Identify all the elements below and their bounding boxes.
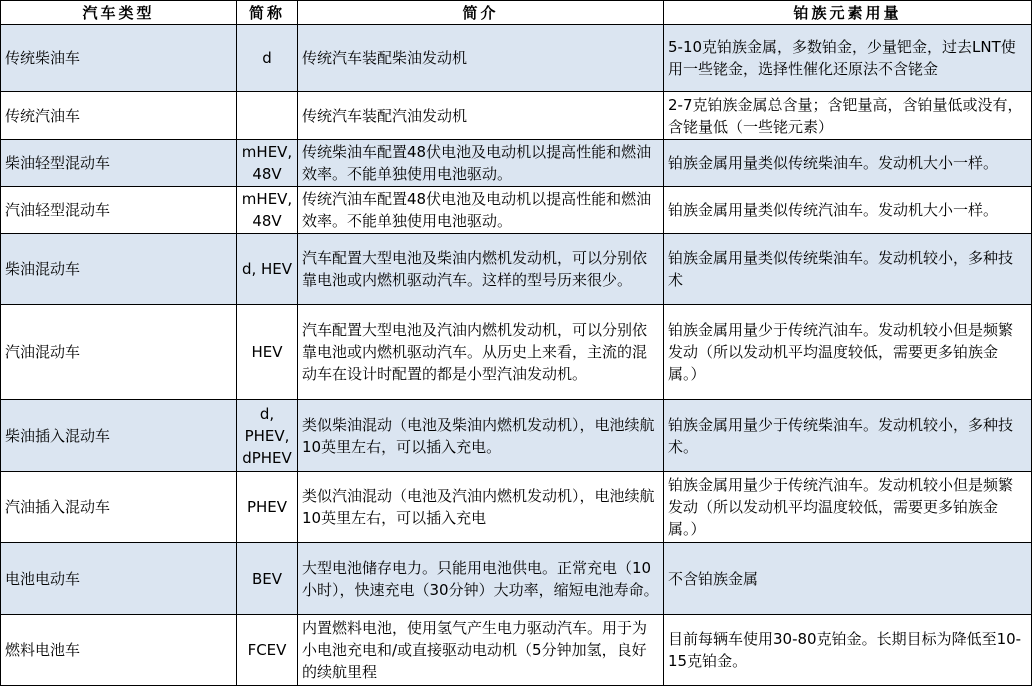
cell-intro: 内置燃料电池，使用氢气产生电力驱动汽车。用于为小电池充电和/或直接驱动电动机（5分钟加氢，良好的续航里程 (298, 615, 664, 686)
table-row (1, 234, 1032, 305)
table-header-row (1, 1, 1032, 25)
cell-abbr: PHEV (237, 472, 298, 543)
table-row (1, 472, 1032, 543)
cell-pgm-usage: 铂族金属用量类似传统柴油车。发动机大小一样。 (664, 140, 1032, 187)
cell-vehicle-type: 传统汽油车 (1, 92, 237, 140)
cell-vehicle-type: 柴油混动车 (1, 234, 237, 305)
cell-vehicle-type: 传统柴油车 (1, 25, 237, 92)
cell-pgm-usage: 不含铂族金属 (664, 543, 1032, 615)
table-row (1, 615, 1032, 686)
table-row (1, 25, 1032, 92)
cell-pgm-usage: 铂族金属用量少于传统汽油车。发动机较小但是频繁发动（所以发动机平均温度较低，需要更多铂族金属。） (664, 305, 1032, 400)
cell-abbr: d, PHEV, dPHEV (237, 400, 298, 472)
cell-vehicle-type: 燃料电池车 (1, 615, 237, 686)
cell-abbr: d (237, 25, 298, 92)
cell-vehicle-type: 电池电动车 (1, 543, 237, 615)
cell-abbr (237, 92, 298, 140)
header-intro: 简介 (298, 1, 664, 25)
table-row (1, 400, 1032, 472)
cell-pgm-usage: 2-7克铂族金属总含量；含钯量高，含铂量低或没有，含铑量低（一些铑元素） (664, 92, 1032, 140)
cell-abbr: BEV (237, 543, 298, 615)
cell-abbr: HEV (237, 305, 298, 400)
cell-vehicle-type: 柴油轻型混动车 (1, 140, 237, 187)
cell-intro: 传统汽油车配置48伏电池及电动机以提高性能和燃油效率。不能单独使用电池驱动。 (298, 187, 664, 234)
cell-intro: 传统汽车装配柴油发动机 (298, 25, 664, 92)
cell-vehicle-type: 柴油插入混动车 (1, 400, 237, 472)
cell-intro: 大型电池储存电力。只能用电池供电。正常充电（10小时），快速充电（30分钟）大功率，缩短电池寿命。 (298, 543, 664, 615)
cell-pgm-usage: 铂族金属用量类似传统汽油车。发动机大小一样。 (664, 187, 1032, 234)
cell-vehicle-type: 汽油混动车 (1, 305, 237, 400)
header-pgm-usage: 铂族元素用量 (664, 1, 1032, 25)
cell-intro: 传统柴油车配置48伏电池及电动机以提高性能和燃油效率。不能单独使用电池驱动。 (298, 140, 664, 187)
table-row (1, 140, 1032, 187)
cell-abbr: mHEV, 48V (237, 187, 298, 234)
table-row (1, 92, 1032, 140)
cell-pgm-usage: 目前每辆车使用30-80克铂金。长期目标为降低至10-15克铂金。 (664, 615, 1032, 686)
cell-pgm-usage: 铂族金属用量类似传统柴油车。发动机较小，多种技术 (664, 234, 1032, 305)
header-vehicle-type: 汽车类型 (1, 1, 237, 25)
cell-pgm-usage: 铂族金属用量少于传统汽油车。发动机较小但是频繁发动（所以发动机平均温度较低，需要更多铂族金属。） (664, 472, 1032, 543)
cell-vehicle-type: 汽油轻型混动车 (1, 187, 237, 234)
cell-intro: 汽车配置大型电池及汽油内燃机发动机，可以分别依靠电池或内燃机驱动汽车。从历史上来看，主流的混动车在设计时配置的都是小型汽油发动机。 (298, 305, 664, 400)
cell-vehicle-type: 汽油插入混动车 (1, 472, 237, 543)
cell-intro: 汽车配置大型电池及柴油内燃机发动机，可以分别依靠电池或内燃机驱动汽车。这样的型号历来很少。 (298, 234, 664, 305)
cell-intro: 传统汽车装配汽油发动机 (298, 92, 664, 140)
cell-abbr: mHEV, 48V (237, 140, 298, 187)
table-row (1, 543, 1032, 615)
cell-abbr: FCEV (237, 615, 298, 686)
table-row (1, 305, 1032, 400)
table-row (1, 187, 1032, 234)
cell-intro: 类似柴油混动（电池及柴油内燃机发动机），电池续航10英里左右，可以插入充电。 (298, 400, 664, 472)
header-abbr: 简称 (237, 1, 298, 25)
cell-pgm-usage: 铂族金属用量少于传统柴油车。发动机较小，多种技术。 (664, 400, 1032, 472)
cell-intro: 类似汽油混动（电池及汽油内燃机发动机），电池续航10英里左右，可以插入充电 (298, 472, 664, 543)
cell-pgm-usage: 5-10克铂族金属，多数铂金，少量钯金，过去LNT使用一些铑金，选择性催化还原法不含铑金 (664, 25, 1032, 92)
cell-abbr: d, HEV (237, 234, 298, 305)
